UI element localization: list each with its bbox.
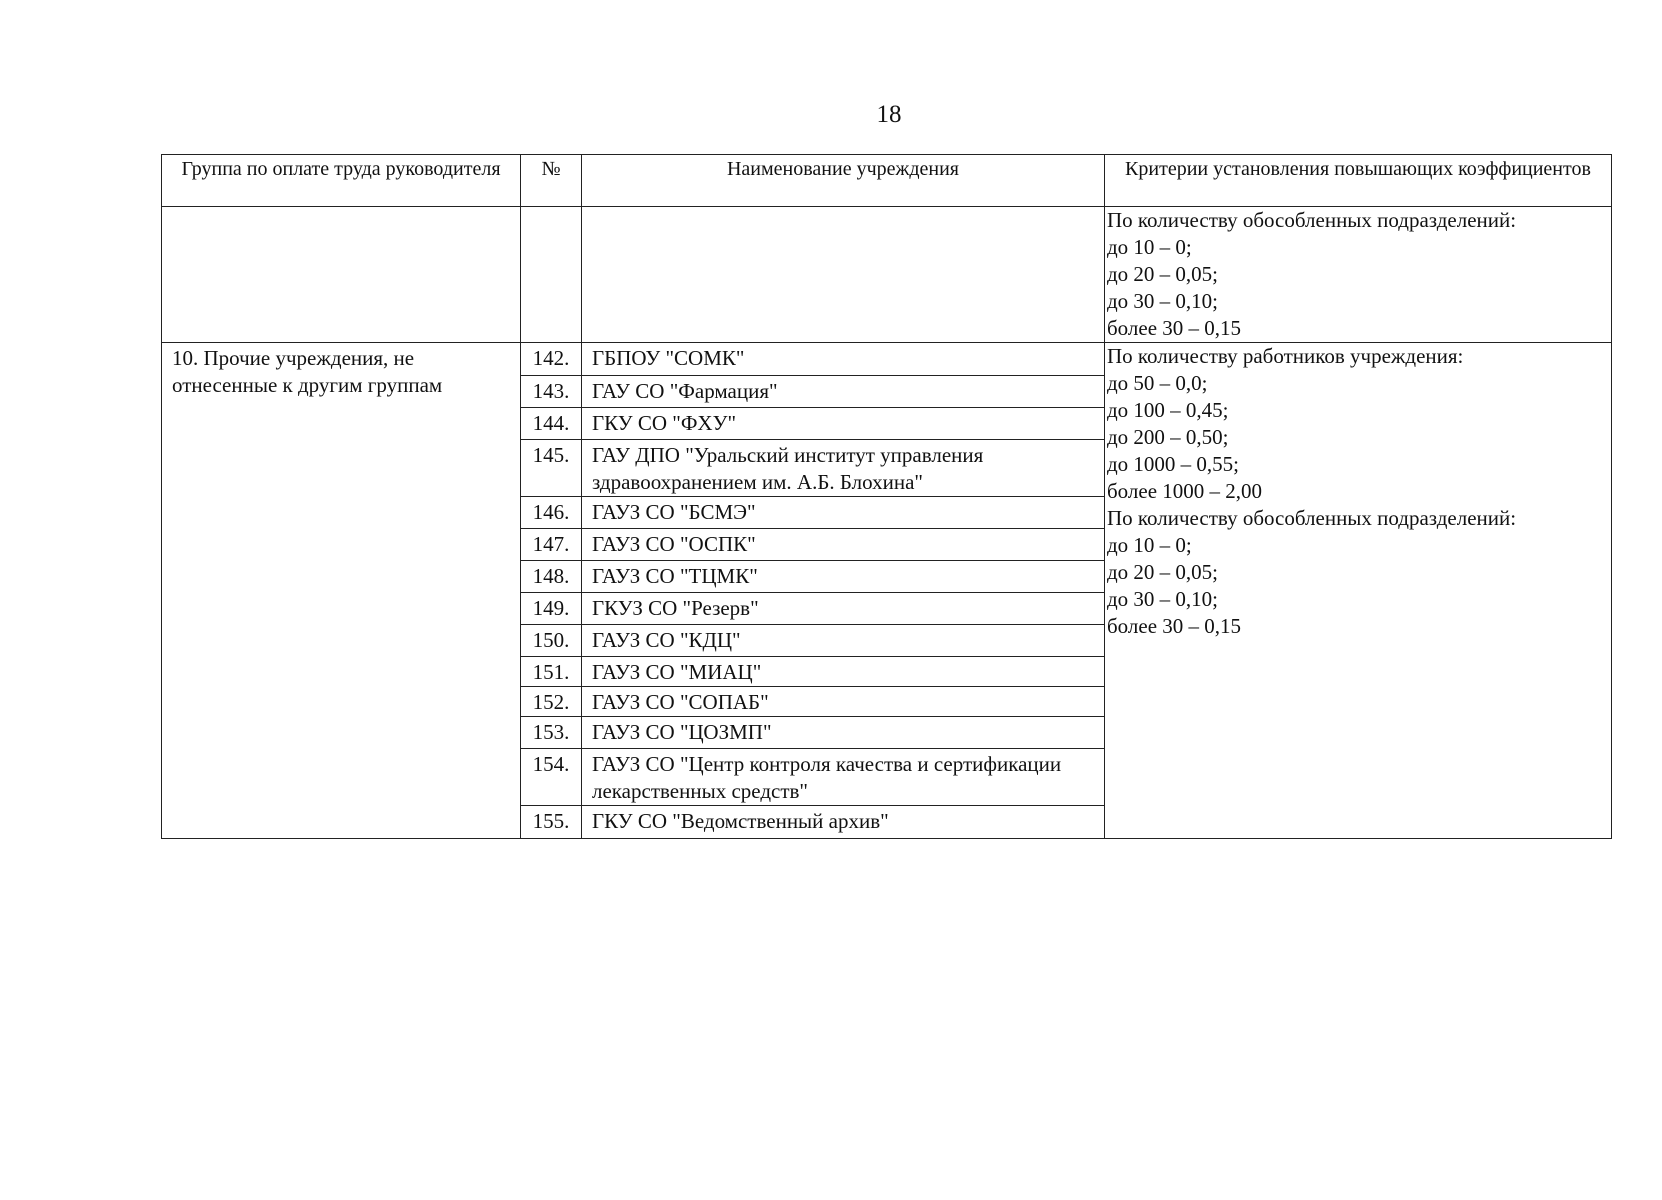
criteria-line: до 10 – 0; <box>1107 533 1192 557</box>
criteria-line: По количеству обособленных подразделений: <box>1107 506 1517 530</box>
page-number: 18 <box>876 101 902 128</box>
institution-name: ГКУЗ СО "Резерв" <box>582 593 1105 625</box>
institution-name: ГКУ СО "ФХУ" <box>582 408 1105 440</box>
institution-name: ГАУ СО "Фармация" <box>582 376 1105 408</box>
institution-number: 147. <box>521 529 582 561</box>
continuation-name-cell <box>582 207 1105 343</box>
institution-number: 146. <box>521 497 582 529</box>
institution-number: 143. <box>521 376 582 408</box>
criteria-line: до 200 – 0,50; <box>1107 425 1229 449</box>
institution-name: ГАУЗ СО "ТЦМК" <box>582 561 1105 593</box>
group-10-criteria <box>1105 343 1612 839</box>
institution-number: 151. <box>521 657 582 687</box>
institution-number: 150. <box>521 625 582 657</box>
criteria-line: до 30 – 0,10; <box>1107 289 1219 313</box>
institution-name: ГАУЗ СО "БСМЭ" <box>582 497 1105 529</box>
criteria-line: По количеству работников учреждения: <box>1107 344 1464 368</box>
institution-name: ГКУ СО "Ведомственный архив" <box>582 806 1105 839</box>
criteria-line: до 100 – 0,45; <box>1107 398 1229 422</box>
header-row <box>162 155 1612 207</box>
institution-name: ГАУ ДПО "Уральский институт управления здравоохранением им. А.Б. Блохина" <box>582 440 1105 497</box>
institution-name: ГБПОУ "СОМК" <box>582 343 1105 376</box>
table-row <box>162 343 1612 376</box>
continuation-number-cell <box>521 207 582 343</box>
institution-name: ГАУЗ СО "ЦОЗМП" <box>582 717 1105 749</box>
criteria-line: до 10 – 0; <box>1107 235 1192 259</box>
institution-number: 154. <box>521 749 582 806</box>
institution-name: ГАУЗ СО "МИАЦ" <box>582 657 1105 687</box>
institution-number: 144. <box>521 408 582 440</box>
institution-name: ГАУЗ СО "СОПАБ" <box>582 687 1105 717</box>
institution-number: 142. <box>521 343 582 376</box>
criteria-line: до 20 – 0,05; <box>1107 262 1219 286</box>
institution-name: ГАУЗ СО "Центр контроля качества и сертификации лекарственных средств" <box>582 749 1105 806</box>
continuation-criteria-cell <box>1105 207 1612 343</box>
institution-number: 153. <box>521 717 582 749</box>
criteria-line: до 30 – 0,10; <box>1107 587 1219 611</box>
criteria-line: более 30 – 0,15 <box>1107 614 1242 638</box>
criteria-table <box>161 154 1612 839</box>
institution-number: 149. <box>521 593 582 625</box>
institution-number: 145. <box>521 440 582 497</box>
criteria-line: до 20 – 0,05; <box>1107 560 1219 584</box>
continuation-group-cell <box>162 207 521 343</box>
institution-number: 148. <box>521 561 582 593</box>
criteria-line: По количеству обособленных подразделений: <box>1107 208 1517 232</box>
header-number: № <box>521 155 582 207</box>
criteria-line: до 1000 – 0,55; <box>1107 452 1240 476</box>
institution-number: 155. <box>521 806 582 839</box>
continuation-row <box>162 207 1612 343</box>
institution-name: ГАУЗ СО "КДЦ" <box>582 625 1105 657</box>
criteria-line: более 1000 – 2,00 <box>1107 479 1263 503</box>
criteria-line: более 30 – 0,15 <box>1107 316 1242 340</box>
header-group: Группа по оплате труда руководителя <box>162 155 521 207</box>
header-name: Наименование учреждения <box>582 155 1105 207</box>
institution-name: ГАУЗ СО "ОСПК" <box>582 529 1105 561</box>
header-criteria: Критерии установления повышающих коэффициентов <box>1105 155 1612 207</box>
criteria-line: до 50 – 0,0; <box>1107 371 1208 395</box>
institution-number: 152. <box>521 687 582 717</box>
group-10-title: 10. Прочие учреждения, не отнесенные к другим группам <box>162 343 521 839</box>
